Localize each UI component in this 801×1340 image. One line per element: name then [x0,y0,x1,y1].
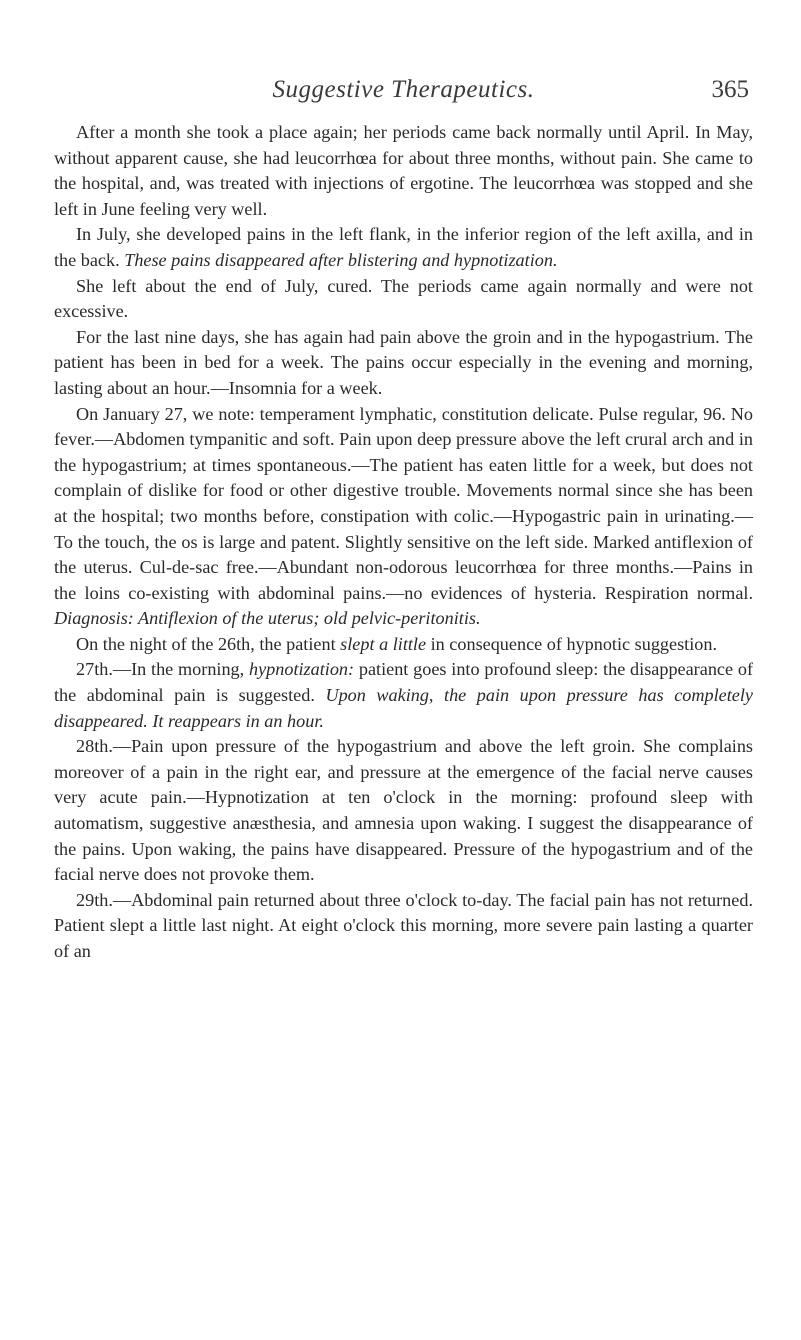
text-run: 27th.—In the morning, [76,659,249,680]
paragraph [54,657,753,734]
body-text [54,120,753,965]
paragraph [54,888,753,965]
text-run: in consequence of hypnotic suggestion. [426,633,718,654]
text-run: She left about the end of July, cured. The periods came again normally and were not excessive. [54,275,753,322]
text-run: For the last nine days, she has again had pain above the groin and in the hypogastrium. The patient has been in bed for a week. The pains occur especially in the evening and morning, lasting about an hour.—Insomnia for a week. [54,326,753,398]
paragraph [54,402,753,632]
text-run: On the night of the 26th, the patient [76,633,341,654]
text-run: After a month she took a place again; her periods came back normally until April. In May, without apparent cause, she had leucorrhœa for about three months, without pain. She came to the hospital, and, was treated with injections of ergotine. The leucorrhœa was stopped and she left in June feeling very well. [54,122,753,219]
italic-text: These pains disappeared after blistering and hypnotization. [124,249,558,270]
paragraph [54,274,753,325]
text-run: On January 27, we note: temperament lymphatic, constitution delicate. Pulse regular, 96. No fever.—Abdomen tympanitic and soft. Pain upon deep pressure above the left crural arch and in the hypogastrium; at times spontaneous.—The patient has eaten little for a week, but does not complain of dislike for food or other digestive trouble. Movements normal since she has been at the hospital; two months before, constipation with colic.—Hypogastric pain in urinating.—To the touch, the os is large and patent. Slightly sensitive on the left side. Marked antiflexion of the uterus. Cul-de-sac free.—Abundant non-odorous leucorrhœa for three months.—Pains in the loins co-existing with abdominal pains.—no evidences of hysteria. Respiration normal. [54,403,753,603]
italic-text: Upon waking, the pain upon pressure has completely disappeared. It reappears in an hour. [54,685,753,731]
italic-text: Diagnosis: Antiflexion of the uterus; old pelvic-peritonitis. [54,608,481,629]
paragraph [54,222,753,273]
paragraph [54,734,753,888]
paragraph [54,632,753,658]
text-run: In July, she developed pains in the left flank, in the inferior region of the left axilla, and in the back. [54,224,753,270]
text-run: patient goes into profound sleep: the disappearance of the abdominal pain is suggested. [54,659,753,706]
italic-text: slept a little [340,633,427,654]
text-run: 28th.—Pain upon pressure of the hypogastrium and above the left groin. She complains moreover of a pain in the right ear, and pressure at the emergence of the facial nerve causes very acute pain.—Hypnotization at ten o'clock in the morning: profound sleep with automatism, suggestive anæsthesia, and amnesia upon waking. I suggest the disappearance of the pains. Upon waking, the pains have disappeared. Pressure of the hypogastrium and of the facial nerve does not provoke them. [54,736,753,885]
text-run: 29th.—Abdominal pain returned about three o'clock to-day. The facial pain has not returned. Patient slept a little last night. At eight o'clock this morning, more severe pain lasting a quarter of an [54,889,753,961]
paragraph [54,325,753,402]
running-head [54,0,753,103]
running-head-title: Suggestive Therapeutics. [272,76,535,103]
italic-text: hypnotization: [249,659,355,680]
paragraph [54,120,753,222]
page-number: 365 [711,76,749,103]
